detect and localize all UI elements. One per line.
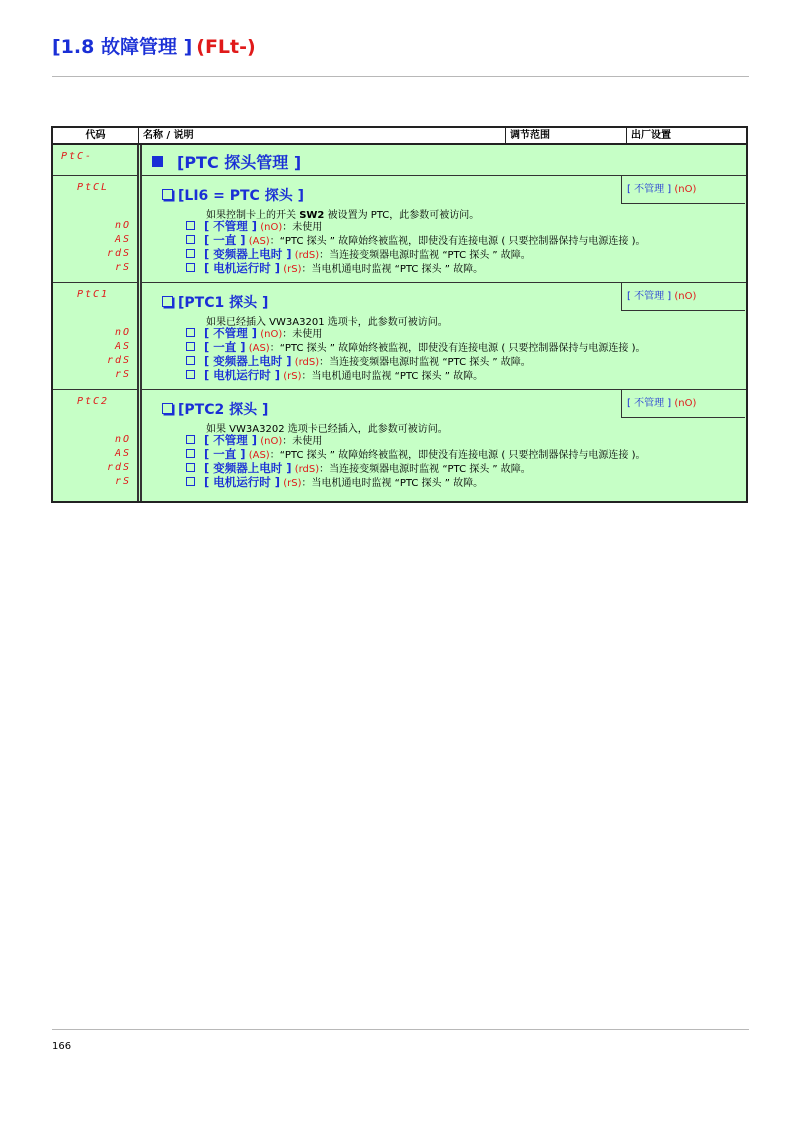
checkbox-bullet-icon <box>162 296 173 307</box>
parameter-table <box>51 126 748 503</box>
section-title: [PTC 探头管理 ] <box>177 153 302 172</box>
option-label: [ 变频器上电时 ] <box>204 461 292 475</box>
description-text: 如果控制卡上的开关 <box>206 210 300 221</box>
option-label: [ 电机运行时 ] <box>204 368 281 382</box>
param-row <box>142 390 746 501</box>
table-header <box>53 128 746 145</box>
square-bullet-icon <box>186 342 195 351</box>
value-code: nO <box>114 327 131 338</box>
value-code: rS <box>114 476 131 487</box>
param-title: [PTC2 探头 ] <box>178 402 269 418</box>
square-bullet-icon <box>186 235 195 244</box>
square-bullet-icon <box>186 221 195 230</box>
param-code: PtC2 <box>77 396 110 407</box>
option-value: (AS) <box>248 343 270 354</box>
param-title: [LI6 = PTC 探头 ] <box>178 188 304 204</box>
description-text: 如果 VW3A3202 选项卡已经插入，此参数可被访问。 <box>206 424 448 435</box>
description-bold: SW2 <box>299 210 325 221</box>
value-code: rS <box>114 369 131 380</box>
value-code: rS <box>114 262 131 273</box>
default-label: [ 不管理 ] <box>627 184 672 195</box>
description-column <box>142 145 746 501</box>
param-heading <box>162 399 268 419</box>
section-row <box>142 145 746 176</box>
option-item <box>186 474 483 490</box>
menu-title: [1.8 故障管理 ] <box>52 36 193 58</box>
option-text: ：“PTC 探头 ” 故障始终被监视，即使没有连接电源 ( 只要控制器保持与电源连接 )。 <box>269 450 646 461</box>
option-value: (AS) <box>248 450 270 461</box>
section-code-cell <box>53 145 137 176</box>
value-code: rdS <box>106 355 131 366</box>
option-label: [ 一直 ] <box>204 233 246 247</box>
option-value: (rS) <box>283 264 302 275</box>
header-divider <box>52 76 749 77</box>
column-header-default: 出厂设置 <box>631 130 671 141</box>
description-text: 被设置为 PTC，此参数可被访问。 <box>324 210 480 221</box>
option-text: ：未使用 <box>282 329 323 340</box>
option-label: [ 不管理 ] <box>204 433 258 447</box>
checkbox-bullet-icon <box>162 189 173 200</box>
square-bullet-icon <box>186 328 195 337</box>
option-label: [ 不管理 ] <box>204 326 258 340</box>
square-bullet-icon <box>186 449 195 458</box>
param-heading <box>162 292 268 312</box>
default-label: [ 不管理 ] <box>627 398 672 409</box>
option-value: (nO) <box>260 222 283 233</box>
default-code: (nO) <box>674 184 697 195</box>
value-code: rdS <box>106 462 131 473</box>
option-value: (rdS) <box>294 250 320 261</box>
param-heading <box>162 185 304 205</box>
option-value: (nO) <box>260 329 283 340</box>
option-item <box>186 367 483 383</box>
default-label: [ 不管理 ] <box>627 291 672 302</box>
param-row <box>142 283 746 390</box>
option-value: (rdS) <box>294 357 320 368</box>
option-label: [ 电机运行时 ] <box>204 261 281 275</box>
default-value-cell <box>621 389 745 418</box>
square-bullet-icon <box>186 477 195 486</box>
value-code: rdS <box>106 248 131 259</box>
option-value: (AS) <box>248 236 270 247</box>
param-code: PtCL <box>77 182 110 193</box>
default-value-cell <box>621 282 745 311</box>
filled-square-icon <box>152 156 163 167</box>
value-code: AS <box>114 341 131 352</box>
option-label: [ 不管理 ] <box>204 219 258 233</box>
page-number: 166 <box>52 1041 72 1052</box>
footer-divider <box>52 1029 749 1030</box>
value-code: nO <box>114 220 131 231</box>
option-text: ：未使用 <box>282 436 323 447</box>
option-text: ：当连接变频器电源时监视 “PTC 探头 ” 故障。 <box>319 464 531 475</box>
option-text: ：“PTC 探头 ” 故障始终被监视，即使没有连接电源 ( 只要控制器保持与电源连接 )。 <box>269 236 646 247</box>
option-text: ：当电机通电时监视 “PTC 探头 ” 故障。 <box>301 371 484 382</box>
value-code: AS <box>114 234 131 245</box>
square-bullet-icon <box>186 263 195 272</box>
option-value: (rS) <box>283 371 302 382</box>
square-bullet-icon <box>186 463 195 472</box>
description-text: 如果已经插入 VW3A3201 选项卡，此参数可被访问。 <box>206 317 448 328</box>
default-code: (nO) <box>674 398 697 409</box>
section-code: PtC- <box>61 151 94 162</box>
option-item <box>186 260 483 276</box>
square-bullet-icon <box>186 435 195 444</box>
option-text: ：当连接变频器电源时监视 “PTC 探头 ” 故障。 <box>319 250 531 261</box>
option-text: ：当电机通电时监视 “PTC 探头 ” 故障。 <box>301 478 484 489</box>
column-header-code: 代码 <box>53 128 139 143</box>
value-code: nO <box>114 434 131 445</box>
square-bullet-icon <box>186 249 195 258</box>
param-title: [PTC1 探头 ] <box>178 295 269 311</box>
default-value-cell <box>621 175 745 204</box>
square-bullet-icon <box>186 370 195 379</box>
param-row <box>142 176 746 283</box>
square-bullet-icon <box>186 356 195 365</box>
option-value: (rS) <box>283 478 302 489</box>
option-text: ：“PTC 探头 ” 故障始终被监视，即使没有连接电源 ( 只要控制器保持与电源连接 )。 <box>269 343 646 354</box>
option-value: (rdS) <box>294 464 320 475</box>
value-code: AS <box>114 448 131 459</box>
default-code: (nO) <box>674 291 697 302</box>
param-code-cell <box>53 176 137 283</box>
column-header-name: 名称 / 说明 <box>139 128 506 143</box>
option-label: [ 变频器上电时 ] <box>204 247 292 261</box>
checkbox-bullet-icon <box>162 403 173 414</box>
option-label: [ 一直 ] <box>204 447 246 461</box>
table-body <box>53 145 746 501</box>
option-text: ：当电机通电时监视 “PTC 探头 ” 故障。 <box>301 264 484 275</box>
param-code-cell <box>53 390 137 501</box>
option-label: [ 变频器上电时 ] <box>204 354 292 368</box>
page-title <box>52 32 256 59</box>
code-column <box>53 145 142 501</box>
option-text: ：当连接变频器电源时监视 “PTC 探头 ” 故障。 <box>319 357 531 368</box>
option-text: ：未使用 <box>282 222 323 233</box>
column-header-range: 调节范围 <box>506 128 627 143</box>
section-heading <box>152 150 301 173</box>
option-value: (nO) <box>260 436 283 447</box>
param-code-cell <box>53 283 137 390</box>
option-label: [ 电机运行时 ] <box>204 475 281 489</box>
menu-code: (FLt-) <box>196 36 256 58</box>
param-code: PtC1 <box>77 289 110 300</box>
option-label: [ 一直 ] <box>204 340 246 354</box>
